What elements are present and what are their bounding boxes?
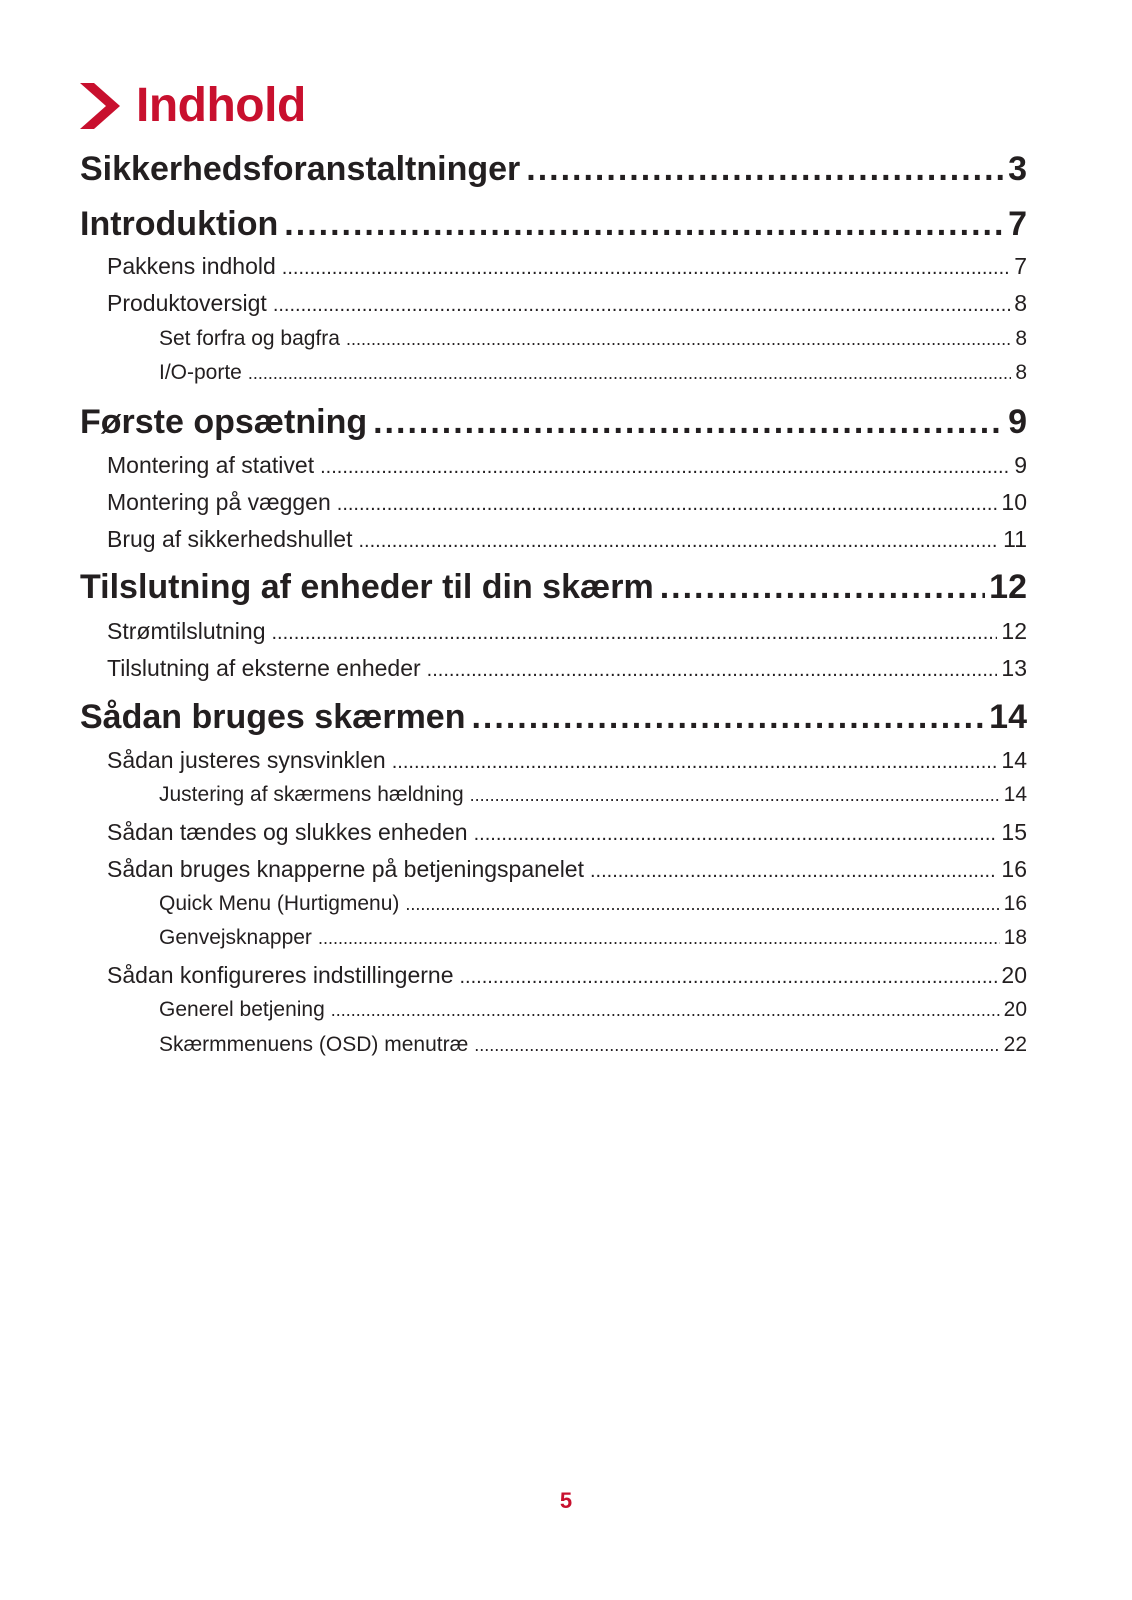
toc-leader — [337, 493, 998, 516]
toc-entry[interactable] — [107, 618, 1027, 648]
toc-entry-label: Første opsætning — [80, 403, 368, 441]
toc-entry[interactable] — [107, 747, 1027, 777]
toc-leader — [248, 363, 1011, 384]
toc-entry-label: Generel betjening — [159, 998, 325, 1021]
chevron-right-icon — [80, 83, 120, 129]
toc-entry-label: Brug af sikkerhedshullet — [107, 526, 353, 552]
toc-leader — [660, 568, 985, 607]
toc-page-number: 9 — [1014, 452, 1027, 478]
toc-leader — [460, 966, 998, 989]
toc-leader — [373, 403, 1004, 442]
toc-leader — [320, 456, 1010, 479]
toc-page-number: 13 — [1001, 655, 1027, 681]
page-title — [80, 76, 306, 136]
toc-entry[interactable] — [159, 998, 1027, 1026]
toc-entry[interactable] — [80, 568, 1027, 610]
page-title-text: Indhold — [136, 79, 306, 132]
toc-entry-label: Sådan bruges skærmen — [80, 698, 466, 736]
toc-leader — [318, 928, 1000, 949]
toc-page-number: 16 — [1003, 892, 1027, 915]
toc-entry-label: Sådan bruges knapperne på betjeningspanelet — [107, 856, 584, 882]
toc-leader — [470, 785, 1000, 806]
toc-leader — [284, 205, 1004, 244]
toc-entry-label: Tilslutning af eksterne enheder — [107, 655, 421, 681]
toc-entry[interactable] — [107, 489, 1027, 519]
toc-leader — [273, 294, 1010, 317]
toc-entry[interactable] — [159, 783, 1027, 811]
toc-entry-label: Set forfra og bagfra — [159, 327, 340, 350]
toc-page-number: 3 — [1008, 150, 1027, 188]
toc-page-number: 8 — [1014, 290, 1027, 316]
toc-page-number: 16 — [1001, 856, 1027, 882]
toc-entry[interactable] — [80, 403, 1027, 445]
toc-entry[interactable] — [107, 452, 1027, 482]
toc-entry[interactable] — [107, 856, 1027, 886]
toc-entry-label: Pakkens indhold — [107, 253, 276, 279]
footer-page-number: 5 — [559, 1488, 573, 1513]
toc-leader — [526, 150, 1004, 189]
toc-page-number: 7 — [1008, 205, 1027, 243]
toc-entry[interactable] — [107, 962, 1027, 992]
toc-page-number: 7 — [1014, 253, 1027, 279]
toc-leader — [590, 860, 997, 883]
toc-page-number: 10 — [1001, 489, 1027, 515]
toc-page-number: 14 — [1003, 783, 1027, 806]
toc-leader — [471, 698, 985, 737]
toc-entry-label: Quick Menu (Hurtigmenu) — [159, 892, 400, 915]
toc-entry[interactable] — [80, 205, 1027, 247]
toc-leader — [282, 257, 1010, 280]
toc-entry[interactable] — [107, 526, 1027, 556]
toc-page-number: 12 — [1001, 618, 1027, 644]
toc-entry-label: Produktoversigt — [107, 290, 267, 316]
toc-leader — [474, 823, 998, 846]
toc-entry-label: Sikkerhedsforanstaltninger — [80, 150, 521, 188]
toc-leader — [427, 659, 998, 682]
toc-leader — [358, 530, 999, 553]
toc-entry-label: Genvejsknapper — [159, 926, 312, 949]
toc-leader — [346, 329, 1011, 350]
toc-entry-label: Introduktion — [80, 205, 279, 243]
toc-page-number: 12 — [989, 568, 1027, 606]
toc-entry[interactable] — [159, 361, 1027, 389]
toc-entry[interactable] — [159, 892, 1027, 920]
toc-entry[interactable] — [107, 819, 1027, 849]
toc-entry[interactable] — [159, 327, 1027, 355]
toc-entry[interactable] — [80, 150, 1027, 192]
toc-entry[interactable] — [80, 698, 1027, 740]
toc-leader — [331, 1000, 1000, 1021]
toc-leader — [405, 894, 999, 915]
toc-page-number: 14 — [989, 698, 1027, 736]
toc-entry-label: Sådan tændes og slukkes enheden — [107, 819, 468, 845]
toc-entry-label: Tilslutning af enheder til din skærm — [80, 568, 654, 606]
toc-entry[interactable] — [159, 1033, 1027, 1061]
toc-entry-label: Sådan justeres synsvinklen — [107, 747, 386, 773]
toc-entry-label: Sådan konfigureres indstillingerne — [107, 962, 454, 988]
toc-page-number: 22 — [1003, 1033, 1027, 1056]
toc-page-number: 20 — [1001, 962, 1027, 988]
toc-entry-label: Montering på væggen — [107, 489, 331, 515]
toc-entry-label: Skærmmenuens (OSD) menutræ — [159, 1033, 469, 1056]
toc-page-number: 18 — [1003, 926, 1027, 949]
toc-leader — [392, 751, 998, 774]
toc-page-number: 20 — [1003, 998, 1027, 1021]
toc-entry-label: Strømtilslutning — [107, 618, 266, 644]
toc-entry-label: I/O-porte — [159, 361, 242, 384]
toc-page-number: 14 — [1001, 747, 1027, 773]
toc-entry[interactable] — [107, 290, 1027, 320]
toc-page-number: 15 — [1001, 819, 1027, 845]
toc-entry-label: Justering af skærmens hældning — [159, 783, 464, 806]
toc-page-number: 8 — [1015, 361, 1027, 384]
toc-entry[interactable] — [159, 926, 1027, 954]
toc-entry[interactable] — [107, 655, 1027, 685]
toc-entry-label: Montering af stativet — [107, 452, 315, 478]
toc-leader — [271, 622, 997, 645]
toc-leader — [474, 1035, 999, 1056]
toc-page-number: 9 — [1008, 403, 1027, 441]
toc-entry[interactable] — [107, 253, 1027, 283]
toc-page-number: 11 — [1003, 526, 1027, 552]
toc-page-number: 8 — [1015, 327, 1027, 350]
